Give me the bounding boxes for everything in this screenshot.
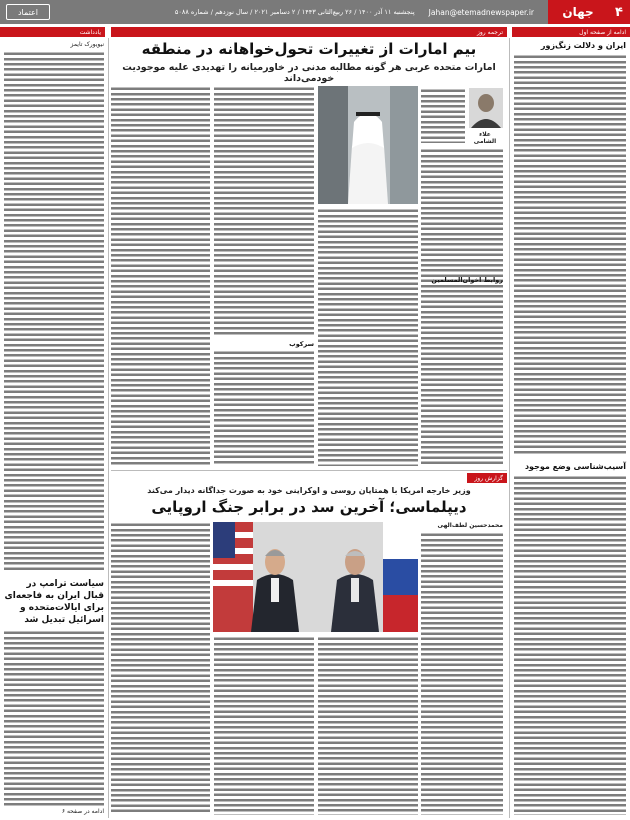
section-heading-repression: سرکوب [289,340,314,348]
right-column-second-title: آسیب‌شناسی وضع موجود [524,462,626,471]
emirates-photo [318,86,418,204]
section-heading-brotherhood: روابط اخوان‌المسلمین [431,276,503,284]
divider [108,38,109,818]
emirates-headline: بیم امارات از تغییرات تحول‌خواهانه در منطقه [141,40,477,58]
diplomacy-col-4 [111,522,210,815]
right-column-title: ایران و دلالت زنگ‌زور [540,41,626,50]
diplomacy-col-1 [421,532,503,815]
diplomacy-col-2 [318,636,418,815]
emirates-col-2 [318,208,418,466]
strip-continued-from-front: ادامه از صفحه اول [512,27,630,37]
strip-translation: ترجمه روز [111,27,507,37]
diplomacy-headline: دیپلماسی؛ آخرین سد در برابر جنگ اروپایی [151,498,467,516]
right-column-second-body [514,475,626,815]
column-left-byline: نیویورک تایمز [70,41,104,48]
diplomacy-col-3 [214,636,314,815]
page-number: ۴ [608,0,630,24]
right-column-body [514,54,626,454]
author-intro [421,88,465,143]
diplomacy-byline: محمدحسین لطف‌الهی [437,522,503,529]
section-email: Jahan@etemadnewspaper.ir [428,7,534,17]
emirates-author: علاء الشامی [473,131,497,145]
strip-report: گزارش روز [467,473,507,483]
newspaper-logo: اعتماد [6,4,50,20]
emirates-col-3 [214,86,314,336]
emirates-subheadline: امارات متحده عربی هر گونه مطالبه مدنی در خاورمیانه را تهدیدی علیه موجودیت خودمی‌داند [122,62,496,84]
date-line: پنجشنبه ۱۱ آذر ۱۴۰۰ / ۲۶ ربیع‌الثانی ۱۴۴۳ / ۲ دسامبر ۲۰۲۱ / سال نوزدهم / شماره ۵۰۸۸ [174,8,415,16]
masthead [0,0,630,24]
divider [509,38,510,818]
column-left-footer: ادامه در صفحه ۶ [61,808,104,815]
emirates-col-4 [111,86,210,466]
diplomacy-kicker: وزیر خارجه امریکا با همتایان روسی و اوکراینی خود به صورت جداگانه دیدار می‌کند [147,486,471,495]
author-photo [469,88,503,128]
column-left-body [4,51,104,571]
section-name: جهان [548,0,608,24]
divider [111,470,507,471]
column-left-body-2 [4,630,104,806]
column-left-headline: سیاست ترامپ در قبال ایران به فاجعه‌ای برای ایالات‌متحده و اسرائیل تبدیل شد [4,579,104,625]
emirates-col-3b [214,350,314,466]
strip-note: یادداشت [0,27,105,37]
diplomacy-photo [213,522,418,632]
emirates-col-1 [421,148,503,466]
